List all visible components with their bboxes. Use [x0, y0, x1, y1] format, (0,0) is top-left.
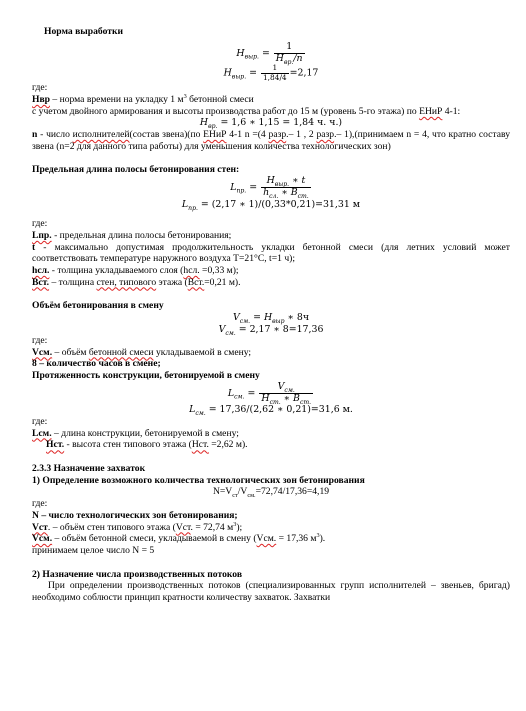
- def-workers: n - число исполнителей(состав звена)(по ЕНиР 4-1 n =(4 разр.– 1 , 2 разр.– 1),(принимаем n = 4, что кратно составу звена (n=2 для данного типа работы) для уменьшения количества технологических зон): [32, 128, 510, 152]
- def-wall-height: Нст. - высота стен типового этажа (Нст. =2,62 м).: [46, 439, 248, 451]
- formula-shift-volume: $V_{см.} = H_{выр}$ ∗ 8ч: [232, 312, 310, 325]
- heading-output-norm: Норма выработки: [44, 26, 124, 37]
- where-label: где:: [32, 498, 48, 510]
- formula-time-norm: $H_{вр.} = 1,6$ ∗ 1,15 = 1,84 ч. ч.): [199, 117, 343, 131]
- heading-shift-volume: Объём бетонирования в смену: [32, 300, 164, 312]
- where-label: где:: [32, 335, 48, 346]
- formula-output-norm: $H_{выр.}$ = $\frac{1}{H_{вр.}/n}$: [236, 40, 303, 66]
- def-construction-length: Lсм. – длина конструкции, бетонируемой в смену;: [32, 427, 239, 439]
- def-duration: t - максимально допустимая продолжительность укладки бетонной смеси (для летних условий может соответствовать температуре наружного воздуха T=21°С, t=1 ч);: [32, 241, 510, 265]
- def-time-norm-cont: с учетом двойного армирования и высоты производства работ до 15 м (уровень 5-го этажа) по ЕНиР 4-1:: [32, 105, 461, 117]
- formula-strip-length-value: $L_{пр.} = (2,17$ ∗ 1)/(0,33*0,21)=31,31 м: [181, 198, 361, 212]
- formula-construction-length: $L_{см.}$ = $\frac{V_{см.}}{H_{ст.} ∗ B_{ст.}}$: [227, 380, 312, 406]
- def-layer-thickness: hсл. - толщина укладываемого слоя (hсл. =0,33 м);: [32, 264, 239, 276]
- def-wall-volume: Vст. – объём стен типового этажа (Vст. = 72,74 $м^3$);: [32, 520, 243, 533]
- heading-strip-length: Предельная длина полосы бетонирования стен:: [32, 164, 240, 176]
- where-label: где:: [32, 415, 48, 427]
- where-label: где:: [32, 218, 48, 230]
- paragraph-flows: При определении производственных потоков (специализированных групп исполнителей – звеньев, бригад) необходимо соблюсти принцип кратности количеству захваток. Захватки: [32, 580, 510, 604]
- formula-shift-volume-value: $V_{см.} = 2,17$ ∗ 8=17,36: [218, 323, 324, 337]
- heading-construction-length: Протяженность конструкции, бетонируемой в смену: [32, 370, 260, 382]
- def-shift-volume: Vсм. – объём бетонной смеси укладываемой в смену;: [32, 346, 252, 358]
- def-shift-volume-2: Vсм. – объём бетонной смеси, укладываемой в смену (Vсм. = 17,36 $м^3$).: [32, 532, 326, 545]
- heading-flows: 2) Назначение числа производственных потоков: [32, 568, 243, 580]
- heading-section-233: 2.3.3 Назначение захваток: [32, 463, 146, 475]
- def-time-norm: Нвр – норма времени на укладку 1 $м^3$ бетонной смеси: [32, 92, 254, 106]
- def-zone-count: N – число технологических зон бетонирования;: [32, 509, 238, 521]
- def-shift-hours: 8 – количество часов в смене;: [32, 358, 161, 370]
- def-strip-length: Lпр. - предельная длина полосы бетонирования;: [32, 229, 232, 241]
- where-label: где:: [32, 82, 48, 94]
- formula-zones: $N=V_{ст}/V_{см.}=72,74/17,36=4,19$: [212, 486, 330, 500]
- formula-strip-length: $L_{пр.}$ = $\frac{H_{выр.} ∗ t}{h_{сл.} ∗ B_{ст.}}$: [230, 175, 309, 200]
- def-wall-thickness: Вст. – толщина стен, типового этажа (Вст.=0,21 м).: [32, 276, 241, 288]
- accept-zones: принимаем целое число N = 5: [32, 544, 155, 556]
- heading-zones: 1) Определение возможного количества технологических зон бетонирования: [32, 474, 365, 486]
- formula-output-norm-value: $H_{выр.}$ = $\frac{1}{1,84/4}$ =2,17: [223, 63, 319, 82]
- formula-construction-length-value: $L_{см.} = 17,36/(2,62$ ∗ 0,21)=31,6 м.: [189, 404, 353, 418]
